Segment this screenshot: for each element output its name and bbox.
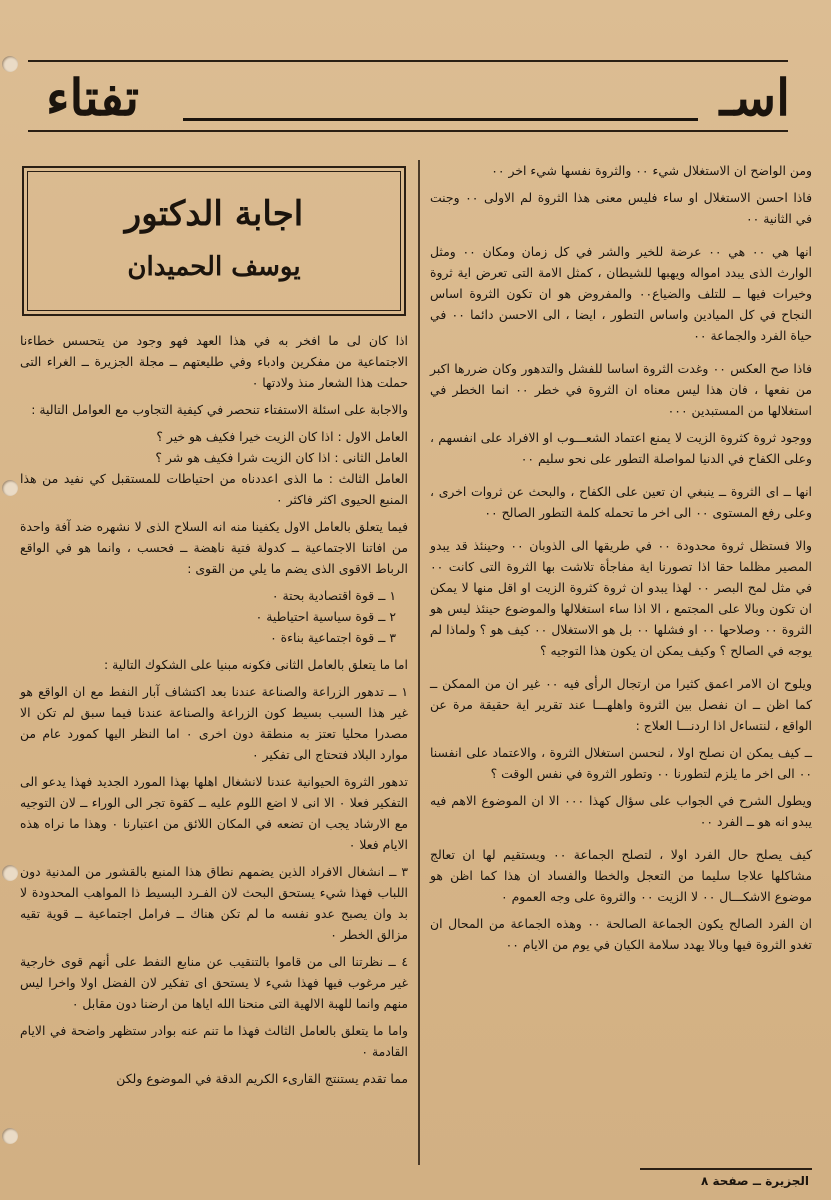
- paragraph: انها هي ٠٠ هي ٠٠ عرضة للخير والشر في كل زمان ومكان ٠٠ ومثل الوارث الذى يبدد امواله ويهبها للشيطان ، كمثل الامة التى تعرض اية ثروة وخيرات فيها ــ للتلف والضياع٠٠ والمفروض هو ان تكون الثروة اساس النجاح في كل الميادين واساس التطور ، ايضا ، الى الاحسن دائما ٠٠ في حياة الفرد والجماعة ٠٠: [430, 244, 812, 343]
- paragraph: ويطول الشرح في الجواب على سؤال كهذا ٠٠٠ الا ان الموضوع الاهم فيه يبدو انه هو ــ الفرد ٠٠: [430, 793, 813, 829]
- list-item: العامل الثالث : ما الذى اعددناه من احتياطات للمستقبل كي نفيد من هذا المنبع الحيوى اكثر فاكثر ٠: [20, 471, 408, 507]
- binder-hole: [2, 1128, 18, 1144]
- paragraph: ومن الواضح ان الاستغلال شيء ٠٠ والثروة نفسها شيء اخر ٠٠: [491, 163, 812, 178]
- paragraph: ٣ ــ انشغال الافراد الذين يضمهم نطاق هذا المنبع بالقشور من المدنية دون اللباب فهذا شيء يستحق البحث لان الفـرد البسيط ذا المواهب المحدودة لا بد وان يصبح عدو نفسه ما لم تكن هناك ــ فرامل اجتماعية ــ قوية تقيه مزالق الخطر ٠: [20, 864, 408, 942]
- masthead: [28, 48, 788, 136]
- right-column: [430, 160, 812, 961]
- binder-hole: [2, 865, 18, 881]
- list-item: العامل الثانى : اذا كان الزيت شرا فكيف هو شر ؟: [155, 450, 408, 465]
- paragraph: ان الفرد الصالح يكون الجماعة الصالحة ٠٠ وهذه الجماعة من المحال ان تغدو الثروة فيها وبالا يهدد سلامة الكيان في يوم من الايام ٠٠: [430, 916, 812, 952]
- page-footer: الجزيرة ــ صفحة ٨: [700, 1174, 809, 1188]
- paragraph: انها ــ اى الثروة ــ ينبغي ان تعين على الكفاح ، والبحث عن ثروات اخرى ، وعلى رفع المستوى ٠٠ الى اخر ما تحمله كلمة التطور الصالح ٠٠: [430, 484, 812, 520]
- paragraph: ٤ ــ نظرتنا الى من قاموا بالتنقيب عن منابع النفط على أنهم قوى خارجية غير مرغوب فيها فهذا شيء لا يستحق اى تفكير لان الفضل اولا واخرا ليس منهم وانما للهبة الالهية التى منحنا الله اياها من ارضنا دون مقابل ٠: [20, 954, 408, 1011]
- paragraph: اما ما يتعلق بالعامل الثانى فكونه مبنيا على الشكوك التالية :: [103, 657, 408, 672]
- masthead-connector: [183, 118, 698, 121]
- footer-rule: [640, 1168, 812, 1170]
- paragraph: كيف يصلح حال الفرد اولا ، لتصلح الجماعة ٠٠ ويستقيم لها ان تعالج مشاكلها علاجا سليما من التعجل والخطا والفساد ان هذا كما اظن هو موضوع الاشكـــال ٠٠ لا الزيت ٠٠ والثروة على وجه العموم ٠: [430, 847, 812, 904]
- author-box-inner-border: [27, 171, 401, 311]
- paragraph: فاذا احسن الاستغلال او ساء فليس معنى هذا الثروة لم الاولى ٠٠ وجنت في الثانية ٠٠: [430, 190, 812, 226]
- paragraph: تدهور الثروة الحيوانية عندنا لانشغال اهلها بهذا المورد الجديد فهذا يدعو الى التفكير فعلا ٠ الا انى لا اضع اللوم عليه ــ كقوة تجر الى الوراء ــ لان التوجيه مع الارشاد يجب ان تضعه في المكان اللائق من اعتبارنا ٠ وهذا ما نراه هذه الايام فعلا ٠: [20, 774, 408, 852]
- binder-hole: [2, 480, 18, 496]
- paragraph: والاجابة على اسئلة الاستفتاء تنحصر في كيفية التجاوب مع العوامل التالية :: [31, 402, 408, 417]
- paragraph: واما ما يتعلق بالعامل الثالث فهذا ما تنم عنه بوادر ستظهر واضحة في الايام القادمة ٠: [20, 1023, 408, 1059]
- author-name: يوسف الحميدان: [127, 252, 301, 282]
- masthead-title-part-1: اسـ: [719, 68, 790, 127]
- paragraph: ويلوح ان الامر اعمق كثيرا من ارتجال الرأى فيه ٠٠ غير ان من الممكن ــ كما اظن ــ ان نفصل بين الثروة واهلهـــا عند تقرير اية حقيقة مرة عن الواقع ، لنتساءل اذا اردنـــا العلاج :: [430, 676, 812, 733]
- list-item: ٢ ــ قوة سياسية احتياطية ٠: [255, 609, 396, 624]
- left-column: [20, 330, 408, 1095]
- binder-hole: [2, 56, 18, 72]
- paragraph: والا فستظل ثروة محدودة ٠٠ في طريقها الى الذوبان ٠٠ وحينئذ قد يبدو المصير مظلما حقا اذا تصورنا اية مفاجأة تلاشت بها الثروة التى كانت ٠٠ في مثل لمح البصر ٠٠ لهذا يبدو ان ثروة كثروة الزيت او اقل منها لا يمكن ان تكون وبالا على المجتمع ، الا اذا ساء استغلالها والموضوع حينئذ ليس هو الثروة ٠٠ وصلاحها ٠٠ او فشلها ٠٠ بل هو الاستغلال ٠٠ كيف هو ؟ ولماذا لم يوجه في الصالح ؟ وكيف يمكن ان يكون هذا التوجيه ؟: [430, 538, 813, 658]
- paragraph: فاذا صح العكس ٠٠ وغدت الثروة اساسا للفشل والتدهور وكان ضررها اكبر من نفعها ، فان هذا ليس معناه ان الثروة في خطر ٠٠ انما الخطر في استغلالها من المستبدين ٠٠٠: [430, 361, 812, 418]
- paragraph: مما تقدم يستنتج القارىء الكريم الدقة في الموضوع ولكن: [116, 1071, 408, 1086]
- masthead-top-rule: [28, 60, 788, 62]
- paragraph: ــ كيف يمكن ان نصلح اولا ، لنحسن استغلال الثروة ، والاعتماد على انفسنا ٠٠ الى اخر ما يلزم لتطورنا ٠٠ وتطور الثروة في نفس الوقت ؟: [430, 745, 812, 781]
- list-item: العامل الاول : اذا كان الزيت خيرا فكيف هو خير ؟: [156, 429, 408, 444]
- author-box: [22, 166, 406, 316]
- paragraph: ١ ــ تدهور الزراعة والصناعة عندنا بعد اكتشاف آبار النفط مع ان الواقع هو غير هذا السبب بسيط كون الزراعة والصناعة عندنا فيما سبق لم تكن الا مصدرا محليا تعتز به منطقة دون اخرى ٠ اما النظر اليها كمورد عام من موارد البلاد فتحتاج الى تفكير ٠: [20, 684, 409, 762]
- list-item: ١ ــ قوة اقتصادية بحتة ٠: [271, 588, 396, 603]
- masthead-title-part-2: تفتاء: [46, 68, 140, 127]
- paragraph: ووجود ثروة كثروة الزيت لا يمنع اعتماد الشعـــوب او الافراد على انفسهم ، وعلى الكفاح في الدنيا لمواصلة التطور على نحو سليم ٠٠: [430, 430, 812, 466]
- list-item: ٣ ــ قوة اجتماعية بناءة ٠: [270, 630, 396, 645]
- author-box-title: اجابة الدكتور: [124, 194, 304, 234]
- column-divider: [418, 160, 420, 1165]
- paragraph: فيما يتعلق بالعامل الاول يكفينا منه انه السلاح الذى لا نشهره ضد آفة واحدة من افاتنا الاجتماعية ــ كدولة فتية ناهضة ــ فحسب ، وانما هو في الواقع الرباط الاقوى الذى يضم ما يلي من القوى :: [20, 519, 408, 576]
- masthead-bottom-rule: [28, 130, 788, 132]
- paragraph: اذا كان لى ما افخر به في هذا العهد فهو وجود من يتحسس خطاءنا الاجتماعية من مفكرين وادباء وفي طليعتهم ــ مجلة الجزيرة ــ الغراء التى حملت هذا الشعار منذ ولادتها ٠: [20, 333, 408, 390]
